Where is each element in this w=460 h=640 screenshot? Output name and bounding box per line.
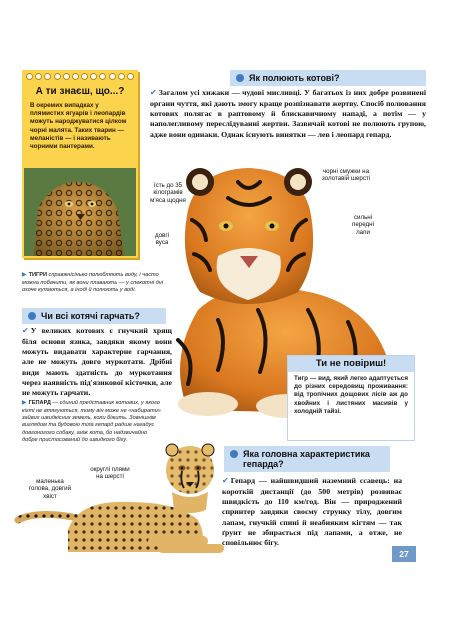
fun-fact-title: Ти не повіриш! (288, 356, 414, 372)
section-text-roar: ✔ У великих котових є гнучкий хрящ біля основи язика, завдяки якому вони можуть видавати характерне гарчання, але не можуть довго муркотати. Дрібні види мають здатність до муркотання через наявність під'язикової кісточки, але не можуть гарчати. (22, 326, 172, 398)
section-header-roar (22, 308, 166, 324)
leopard-photo (24, 168, 136, 256)
did-you-know-card (22, 70, 138, 258)
section-text-cheetah: ✔ Гепард — найшвидший наземний ссавець: на короткій дистанції (до 500 метрів) розвиває швидкість до 110 км/год. Він — природжений спринтер завдяки своєму струнку тілу, довгим лапам, гнучкій спині й неабияким кігтям — так ґрунт не збирається під лапами, а отже, не сповільнює бігу. (222, 476, 402, 548)
section-title-cheetah: Яка головна характеристика гепарда? (243, 449, 370, 470)
label-stripes: чорні смужки на золотавій шерсті (321, 168, 371, 183)
spiral-binding (26, 73, 134, 83)
label-small-head: маленька голова, довгий хвіст (28, 478, 72, 500)
fun-fact-text: Тигр — вид, який легко адаптується до різних середовищ проживання: від тропічних дощових лісів аж до хвойних і листяних масивів у холодній тайзі. (294, 375, 408, 415)
section-title-roar: Чи всі котячі гарчать? (41, 311, 140, 321)
bullet-dot-icon (236, 74, 244, 82)
label-round-spots: округлі плями на шерсті (90, 466, 130, 481)
triangle-bullet-icon: ▶ (22, 272, 27, 278)
section-header-cheetah (224, 446, 390, 472)
page-number: 27 (392, 546, 416, 562)
checkmark-icon: ✔ (222, 476, 229, 485)
label-eats-meat: їсть до 35 кілограмів м'яса щодня (150, 182, 186, 204)
cheetah-photo (8, 440, 230, 558)
triangle-bullet-icon: ▶ (22, 400, 27, 406)
section-header-hunt (230, 70, 426, 86)
label-whiskers: довгі вуса (155, 232, 169, 247)
fun-fact-box (288, 356, 414, 440)
bullet-dot-icon (28, 312, 36, 320)
cheetah-caption: ▶ ГЕПАРД — єдиний представник котових, у якого кігті не втягуються, тому він може не «набирати» зайвих швидкісних земель, коли біжить. Зовнішнім виглядом та будовою тіла гепард радше нагадує довгоногого собаку, аніж кота, бо надзвичайно добре пристосований до швидкого бігу. (22, 400, 161, 443)
section-title-hunt: Як полюють котові? (249, 73, 340, 83)
label-front-paws: сильні передні лапи (352, 214, 374, 236)
section-text-hunt: ✔ Загалом усі хижаки — чудові мисливці. У багатьох із них добре розвинені органи чуття, які дають змогу краще розпізнавати жертву. Спосіб полювання котових полягає в раптовому й блискавичному нападі, а потім — у наполегливому переслідуванні жертви. Зазвичай котові не полюють групою, адже вони одинаки. Однак існують винятки — лев і леопард гепард. (150, 88, 426, 139)
did-you-know-title: А ти знаєш, що...? (35, 86, 125, 97)
checkmark-icon: ✔ (150, 88, 157, 97)
bullet-dot-icon (230, 450, 238, 458)
did-you-know-text: В окремих випадках у плямистих ягуарів і леопардів можуть народжуватися цілком чорні малята. Таких тварин — меланістів — і називають чорними пантерами. (30, 102, 127, 150)
tiger-caption: ▶ ТИГРИ справжнісінько полюбляють воду, і часто можна побачити, як вони плавають — у спекотні дні охоче купаються, а іноді й полюють у воді. (22, 272, 164, 294)
checkmark-icon: ✔ (22, 326, 29, 335)
